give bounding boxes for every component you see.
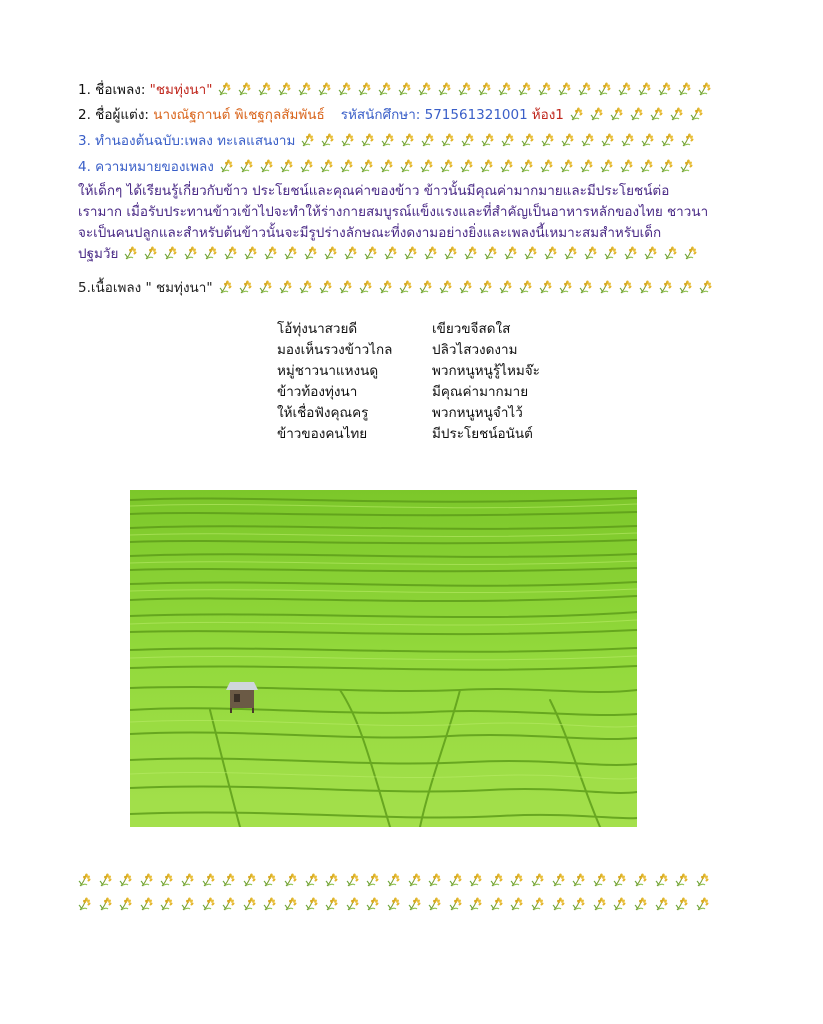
rice-stalk-icon xyxy=(280,159,294,173)
rice-stalk-icon xyxy=(675,897,689,911)
rice-stalk-icon xyxy=(510,897,524,911)
rice-icon-row xyxy=(214,159,694,175)
rice-stalk-icon xyxy=(459,280,473,294)
rice-stalk-icon xyxy=(387,897,401,911)
song-title-label: 1. ชื่อเพลง: xyxy=(78,82,150,98)
lyric-row xyxy=(277,361,577,382)
lyric-row xyxy=(277,403,577,424)
rice-stalk-icon xyxy=(444,246,458,260)
rice-stalk-icon xyxy=(579,280,593,294)
rice-stalk-icon xyxy=(428,897,442,911)
rice-stalk-icon xyxy=(639,280,653,294)
rice-stalk-icon xyxy=(524,246,538,260)
lyric-right: ปลิวไสวงดงาม xyxy=(432,342,518,358)
rice-stalk-icon xyxy=(659,280,673,294)
rice-stalk-icon xyxy=(598,82,612,96)
meaning-line-4 xyxy=(78,244,750,265)
rice-stalk-icon xyxy=(641,133,655,147)
author-label: 2. ชื่อผู้แต่ง: xyxy=(78,107,154,123)
song-title-line xyxy=(78,80,712,101)
rice-stalk-icon xyxy=(484,246,498,260)
rice-stalk-icon xyxy=(696,873,710,887)
rice-stalk-icon xyxy=(478,82,492,96)
meaning-line-3: จะเป็นคนปลูกและสำหรับต้นข้าวนั้นจะมีรูปร่างลักษณะที่งดงามอย่างยิ่งและเพลงนี้เหมาะสมสำหรับเด็ก xyxy=(78,225,662,241)
rice-stalk-icon xyxy=(358,82,372,96)
author-line xyxy=(78,105,704,126)
lyric-right: เขียวขจีสดใส xyxy=(432,321,511,337)
rice-stalk-icon xyxy=(552,897,566,911)
rice-stalk-icon xyxy=(699,280,713,294)
rice-stalk-icon xyxy=(500,159,514,173)
rice-stalk-icon xyxy=(675,873,689,887)
rice-stalk-icon xyxy=(346,897,360,911)
room-number: ห้อง1 xyxy=(531,107,564,123)
rice-stalk-icon xyxy=(378,82,392,96)
rice-stalk-icon xyxy=(305,873,319,887)
rice-stalk-icon xyxy=(638,82,652,96)
rice-stalk-icon xyxy=(238,82,252,96)
rice-stalk-icon xyxy=(696,897,710,911)
lyric-right: พวกหนูหนูจำไว้ xyxy=(432,405,523,421)
song-title-value: "ชมทุ่งนา" xyxy=(149,82,213,98)
rice-stalk-icon xyxy=(593,897,607,911)
lyric-right: มีคุณค่ามากมาย xyxy=(432,384,529,400)
rice-stalk-icon xyxy=(428,873,442,887)
rice-stalk-icon xyxy=(384,246,398,260)
rice-stalk-icon xyxy=(401,133,415,147)
rice-stalk-icon xyxy=(181,873,195,887)
rice-stalk-icon xyxy=(298,82,312,96)
rice-stalk-icon xyxy=(124,246,138,260)
rice-stalk-icon xyxy=(458,82,472,96)
rice-stalk-icon xyxy=(518,82,532,96)
author-name: นางณัฐกานต์ พิเชฐกุลสัมพันธ์ xyxy=(153,107,325,123)
rice-icon-row xyxy=(295,133,695,149)
rice-stalk-icon xyxy=(593,873,607,887)
rice-stalk-icon xyxy=(344,246,358,260)
lyric-row xyxy=(277,382,577,403)
rice-stalk-icon xyxy=(398,82,412,96)
rice-stalk-icon xyxy=(634,897,648,911)
rice-stalk-icon xyxy=(258,82,272,96)
rice-stalk-icon xyxy=(318,82,332,96)
rice-stalk-icon xyxy=(499,280,513,294)
meaning-heading-line xyxy=(78,157,694,178)
rice-stalk-icon xyxy=(184,246,198,260)
rice-stalk-icon xyxy=(361,133,375,147)
rice-stalk-icon xyxy=(379,280,393,294)
rice-stalk-icon xyxy=(540,159,554,173)
rice-stalk-icon xyxy=(279,280,293,294)
lyric-row xyxy=(277,319,577,340)
rice-stalk-icon xyxy=(624,246,638,260)
rice-stalk-icon xyxy=(300,159,314,173)
rice-stalk-icon xyxy=(222,897,236,911)
rice-stalk-icon xyxy=(78,873,92,887)
rice-stalk-icon xyxy=(222,873,236,887)
rice-stalk-icon xyxy=(339,280,353,294)
rice-stalk-icon xyxy=(564,246,578,260)
rice-stalk-icon xyxy=(681,133,695,147)
rice-stalk-icon xyxy=(572,873,586,887)
rice-stalk-icon xyxy=(558,82,572,96)
melody-text: 3. ทำนองต้นฉบับ:เพลง ทะเลแสนงาม xyxy=(78,133,296,149)
rice-stalk-icon xyxy=(634,873,648,887)
rice-stalk-icon xyxy=(144,246,158,260)
rice-stalk-icon xyxy=(263,873,277,887)
rice-stalk-icon xyxy=(284,873,298,887)
rice-stalk-icon xyxy=(325,897,339,911)
rice-stalk-icon xyxy=(661,133,675,147)
rice-stalk-icon xyxy=(218,82,232,96)
song-lyrics xyxy=(277,319,577,445)
rice-stalk-icon xyxy=(119,897,133,911)
rice-stalk-icon xyxy=(366,873,380,887)
rice-stalk-icon xyxy=(510,873,524,887)
rice-stalk-icon xyxy=(399,280,413,294)
meaning-heading: 4. ความหมายของเพลง xyxy=(78,159,214,175)
rice-stalk-icon xyxy=(552,873,566,887)
lyric-left: ข้าวท้องทุ่งนา xyxy=(277,384,358,400)
rice-icon-row xyxy=(212,82,712,98)
rice-stalk-icon xyxy=(439,280,453,294)
rice-stalk-icon xyxy=(420,159,434,173)
rice-field-photo xyxy=(130,490,637,827)
rice-stalk-icon xyxy=(400,159,414,173)
rice-stalk-icon xyxy=(304,246,318,260)
rice-stalk-icon xyxy=(590,107,604,121)
rice-stalk-icon xyxy=(359,280,373,294)
rice-stalk-icon xyxy=(559,280,573,294)
rice-stalk-icon xyxy=(580,159,594,173)
rice-stalk-icon xyxy=(380,159,394,173)
rice-stalk-icon xyxy=(346,873,360,887)
rice-stalk-icon xyxy=(469,873,483,887)
rice-stalk-icon xyxy=(630,107,644,121)
rice-stalk-icon xyxy=(538,82,552,96)
rice-stalk-icon xyxy=(680,159,694,173)
rice-stalk-icon xyxy=(698,82,712,96)
rice-stalk-icon xyxy=(360,159,374,173)
rice-stalk-icon xyxy=(619,280,633,294)
rice-stalk-icon xyxy=(404,246,418,260)
rice-stalk-icon xyxy=(678,82,692,96)
rice-stalk-icon xyxy=(658,82,672,96)
rice-stalk-icon xyxy=(519,280,533,294)
rice-stalk-icon xyxy=(341,133,355,147)
rice-stalk-icon xyxy=(219,280,233,294)
lyric-left: ให้เชื่อฟังคุณครู xyxy=(277,405,369,421)
rice-stalk-icon xyxy=(600,159,614,173)
rice-stalk-icon xyxy=(278,82,292,96)
rice-stalk-icon xyxy=(449,873,463,887)
rice-stalk-icon xyxy=(264,246,278,260)
rice-stalk-icon xyxy=(690,107,704,121)
rice-stalk-icon xyxy=(99,897,113,911)
student-id: รหัสนักศึกษา: 571561321001 xyxy=(340,107,528,123)
rice-stalk-icon xyxy=(531,873,545,887)
meaning-paragraph xyxy=(78,181,750,265)
rice-icon-row xyxy=(564,107,704,123)
rice-stalk-icon xyxy=(202,873,216,887)
lyrics-heading: 5.เนื้อเพลง " ชมทุ่งนา" xyxy=(78,280,213,296)
rice-stalk-icon xyxy=(181,897,195,911)
rice-stalk-icon xyxy=(140,873,154,887)
rice-stalk-icon xyxy=(202,897,216,911)
rice-stalk-icon xyxy=(424,246,438,260)
lyrics-heading-line xyxy=(78,278,713,299)
rice-stalk-icon xyxy=(655,873,669,887)
rice-stalk-icon xyxy=(604,246,618,260)
decorative-rice-border-top xyxy=(78,870,716,890)
rice-icon-row xyxy=(118,246,698,262)
rice-stalk-icon xyxy=(613,897,627,911)
rice-stalk-icon xyxy=(260,159,274,173)
rice-stalk-icon xyxy=(610,107,624,121)
rice-stalk-icon xyxy=(504,246,518,260)
rice-stalk-icon xyxy=(366,897,380,911)
rice-stalk-icon xyxy=(387,873,401,887)
rice-stalk-icon xyxy=(618,82,632,96)
lyric-row xyxy=(277,424,577,445)
lyric-right: พวกหนูหนูรู้ไหมจ๊ะ xyxy=(432,363,540,379)
rice-stalk-icon xyxy=(99,873,113,887)
lyric-right: มีประโยชน์อนันต์ xyxy=(432,426,533,442)
rice-stalk-icon xyxy=(239,280,253,294)
rice-stalk-icon xyxy=(501,133,515,147)
rice-stalk-icon xyxy=(321,133,335,147)
rice-stalk-icon xyxy=(584,246,598,260)
lyric-row xyxy=(277,340,577,361)
rice-stalk-icon xyxy=(319,280,333,294)
rice-stalk-icon xyxy=(679,280,693,294)
rice-stalk-icon xyxy=(531,897,545,911)
rice-stalk-icon xyxy=(572,897,586,911)
rice-stalk-icon xyxy=(301,133,315,147)
rice-stalk-icon xyxy=(449,897,463,911)
rice-stalk-icon xyxy=(381,133,395,147)
rice-stalk-icon xyxy=(224,246,238,260)
rice-stalk-icon xyxy=(441,133,455,147)
rice-stalk-icon xyxy=(539,280,553,294)
rice-stalk-icon xyxy=(664,246,678,260)
rice-stalk-icon xyxy=(498,82,512,96)
rice-stalk-icon xyxy=(621,133,635,147)
rice-stalk-icon xyxy=(464,246,478,260)
rice-stalk-icon xyxy=(644,246,658,260)
rice-stalk-icon xyxy=(438,82,452,96)
rice-stalk-icon xyxy=(599,280,613,294)
meaning-line-1: ให้เด็กๆ ได้เรียนรู้เกี่ยวกับข้าว ประโยชน์และคุณค่าของข้าว ข้าวนั้นมีคุณค่ามากมายและมีประโยชน์ต่อ xyxy=(78,183,670,199)
rice-stalk-icon xyxy=(305,897,319,911)
rice-stalk-icon xyxy=(284,246,298,260)
rice-stalk-icon xyxy=(461,133,475,147)
rice-stalk-icon xyxy=(469,897,483,911)
rice-stalk-icon xyxy=(78,897,92,911)
rice-stalk-icon xyxy=(421,133,435,147)
rice-stalk-icon xyxy=(418,82,432,96)
rice-stalk-icon xyxy=(140,897,154,911)
rice-stalk-icon xyxy=(613,873,627,887)
rice-stalk-icon xyxy=(684,246,698,260)
rice-stalk-icon xyxy=(581,133,595,147)
rice-stalk-icon xyxy=(164,246,178,260)
meaning-line-4-text: ปฐมวัย xyxy=(78,246,119,262)
rice-stalk-icon xyxy=(541,133,555,147)
rice-stalk-icon xyxy=(419,280,433,294)
rice-stalk-icon xyxy=(284,897,298,911)
rice-stalk-icon xyxy=(243,897,257,911)
rice-stalk-icon xyxy=(560,159,574,173)
rice-stalk-icon xyxy=(650,107,664,121)
rice-stalk-icon xyxy=(601,133,615,147)
rice-stalk-icon xyxy=(340,159,354,173)
rice-stalk-icon xyxy=(570,107,584,121)
rice-stalk-icon xyxy=(620,159,634,173)
rice-stalk-icon xyxy=(640,159,654,173)
rice-stalk-icon xyxy=(324,246,338,260)
rice-stalk-icon xyxy=(364,246,378,260)
meaning-line-2: เรามาก เมื่อรับประทานข้าวเข้าไปจะทำให้ร่างกายสมบูรณ์แข็งแรงและที่สำคัญเป็นอาหารหลักของไทย ชาวนา xyxy=(78,204,709,220)
rice-stalk-icon xyxy=(521,133,535,147)
rice-stalk-icon xyxy=(299,280,313,294)
lyric-left: โอ้ทุ่งนาสวยดี xyxy=(277,321,358,337)
rice-stalk-icon xyxy=(160,897,174,911)
lyric-left: ข้าวของคนไทย xyxy=(277,426,368,442)
rice-stalk-icon xyxy=(460,159,474,173)
rice-stalk-icon xyxy=(240,159,254,173)
rice-stalk-icon xyxy=(480,159,494,173)
rice-stalk-icon xyxy=(544,246,558,260)
lyric-left: มองเห็นรวงข้าวไกล xyxy=(277,342,393,358)
rice-stalk-icon xyxy=(220,159,234,173)
rice-stalk-icon xyxy=(578,82,592,96)
rice-icon-row xyxy=(213,280,713,296)
decorative-rice-border-bottom xyxy=(78,894,716,914)
lyric-left: หมู่ชาวนาแหงนดู xyxy=(277,363,379,379)
rice-stalk-icon xyxy=(490,897,504,911)
rice-stalk-icon xyxy=(660,159,674,173)
rice-stalk-icon xyxy=(119,873,133,887)
rice-stalk-icon xyxy=(408,873,422,887)
rice-stalk-icon xyxy=(259,280,273,294)
rice-stalk-icon xyxy=(243,873,257,887)
rice-stalk-icon xyxy=(204,246,218,260)
rice-stalk-icon xyxy=(520,159,534,173)
rice-stalk-icon xyxy=(479,280,493,294)
rice-stalk-icon xyxy=(325,873,339,887)
rice-stalk-icon xyxy=(655,897,669,911)
rice-stalk-icon xyxy=(338,82,352,96)
rice-stalk-icon xyxy=(561,133,575,147)
rice-stalk-icon xyxy=(320,159,334,173)
melody-line xyxy=(78,131,695,152)
rice-stalk-icon xyxy=(490,873,504,887)
rice-stalk-icon xyxy=(160,873,174,887)
rice-stalk-icon xyxy=(481,133,495,147)
rice-stalk-icon xyxy=(244,246,258,260)
rice-stalk-icon xyxy=(670,107,684,121)
rice-stalk-icon xyxy=(408,897,422,911)
rice-stalk-icon xyxy=(440,159,454,173)
rice-stalk-icon xyxy=(263,897,277,911)
